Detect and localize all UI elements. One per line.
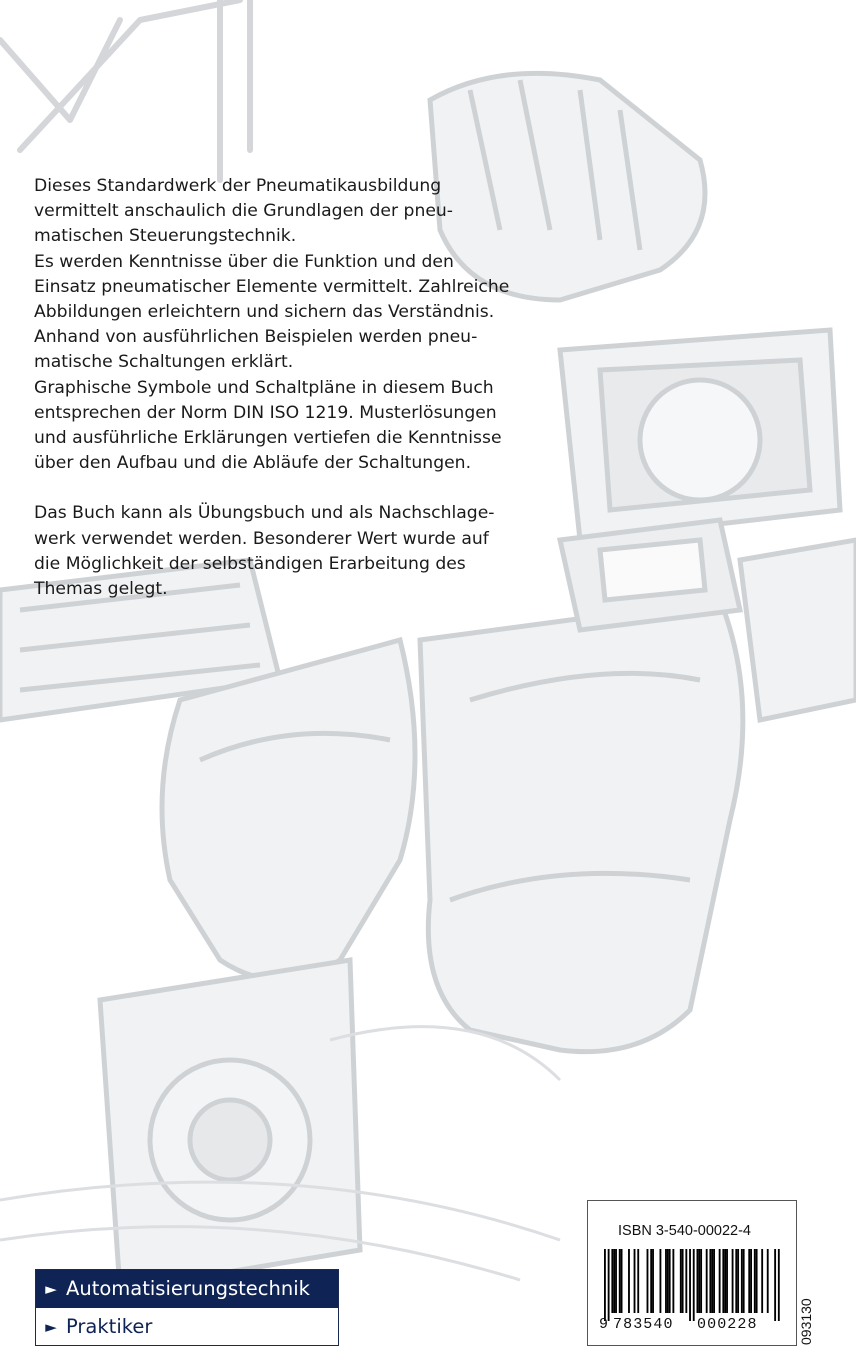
blurb-line: Einsatz pneumatischer Elemente vermittelt. Zahlreiche <box>34 276 510 297</box>
barcode-bar <box>726 1249 728 1313</box>
barcode-bar <box>737 1249 739 1313</box>
ean-leading-digit: 9 <box>599 1316 609 1331</box>
barcode-bar <box>680 1249 682 1313</box>
barcode-bar <box>756 1249 758 1313</box>
barcode-bar <box>672 1249 674 1313</box>
blurb-line: entsprechen der Norm DIN ISO 1219. Musterlösungen <box>34 402 497 423</box>
series-secondary-label: Praktiker <box>66 1315 153 1338</box>
blurb-line: Anhand von ausführlichen Beispielen werden pneu- <box>34 327 478 348</box>
barcode-bar <box>724 1249 726 1313</box>
triangle-right-icon: ► <box>45 1317 57 1336</box>
barcode-bar <box>669 1249 671 1313</box>
barcode-bar <box>700 1249 702 1313</box>
barcode-bar <box>660 1249 662 1313</box>
series-primary-label: Automatisierungstechnik <box>66 1277 310 1300</box>
barcode-bar <box>711 1249 713 1313</box>
blurb-line: Es werden Kenntnisse über die Funktion und den <box>34 251 454 272</box>
barcode-bar <box>665 1249 667 1313</box>
barcode-bar <box>652 1249 654 1313</box>
series-primary <box>36 1270 338 1307</box>
barcode-bar <box>637 1249 639 1313</box>
barcode-bar <box>682 1249 684 1313</box>
barcode-bar <box>754 1249 756 1313</box>
barcode-bar <box>735 1249 737 1313</box>
barcode-bar <box>697 1249 699 1313</box>
blurb-line: Dieses Standardwerk der Pneumatikausbildung <box>34 176 442 196</box>
blurb-line: matische Schaltungen erklärt. <box>34 352 294 373</box>
ean-right-digits: 000228 <box>697 1316 758 1331</box>
barcode-bar <box>628 1249 630 1313</box>
barcode-bar <box>722 1249 724 1313</box>
blurb-line: matischen Steuerungstechnik. <box>34 226 297 247</box>
barcode-bar <box>611 1249 613 1313</box>
back-cover-blurb <box>34 174 534 602</box>
blurb-line: Das Buch kann als Übungsbuch und als Nachschlage- <box>34 503 495 524</box>
barcode-bar <box>615 1249 617 1313</box>
barcode-bar <box>743 1249 745 1313</box>
barcode-bar <box>647 1249 649 1313</box>
barcode-bar <box>608 1249 610 1321</box>
triangle-right-icon: ► <box>45 1279 57 1298</box>
barcode-bar <box>748 1249 750 1313</box>
barcode-bar <box>685 1249 687 1313</box>
barcode-bar <box>693 1249 695 1321</box>
barcode-bar <box>634 1249 636 1313</box>
blurb-paragraph-1 <box>34 174 534 476</box>
barcode-bar <box>604 1249 606 1321</box>
barcode-bar <box>778 1249 780 1321</box>
barcode-bar <box>767 1249 769 1313</box>
series-box <box>35 1269 339 1346</box>
barcode-bar <box>650 1249 652 1313</box>
ean-barcode <box>596 1249 786 1331</box>
blurb-line: Abbildungen erleichtern und sichern das Verständnis. <box>34 302 495 323</box>
barcode-bar <box>709 1249 711 1313</box>
barcode-bar <box>689 1249 691 1321</box>
barcode-bar <box>706 1249 708 1313</box>
barcode-bar <box>774 1249 776 1321</box>
blurb-line: Themas gelegt. <box>34 579 168 600</box>
ean-left-digits: 783540 <box>613 1316 674 1331</box>
side-code: 093130 <box>798 1298 814 1345</box>
barcode-bar <box>621 1249 623 1313</box>
barcode-bar <box>698 1249 700 1313</box>
blurb-line: werk verwendet werden. Besonderer Wert wurde auf <box>34 528 489 549</box>
isbn-label: ISBN 3-540-00022-4 <box>618 1223 751 1239</box>
blurb-line: und ausführliche Erklärungen vertiefen die Kenntnisse <box>34 428 502 449</box>
barcode-bar <box>719 1249 721 1313</box>
barcode-bar <box>732 1249 734 1313</box>
blurb-line: die Möglichkeit der selbständigen Erarbeitung des <box>34 553 466 574</box>
barcode-bar <box>619 1249 621 1313</box>
barcode-bar <box>713 1249 715 1313</box>
blurb-paragraph-2 <box>34 501 534 602</box>
barcode-bar <box>613 1249 615 1313</box>
barcode-bar <box>750 1249 752 1313</box>
barcode-bar <box>741 1249 743 1313</box>
barcode-bar <box>761 1249 763 1313</box>
series-secondary <box>36 1307 338 1345</box>
barcode-bar <box>667 1249 669 1313</box>
blurb-line: Graphische Symbole und Schaltpläne in diesem Buch <box>34 377 494 398</box>
blurb-line: vermittelt anschaulich die Grundlagen der pneu- <box>34 201 454 222</box>
isbn-barcode-box <box>587 1200 797 1346</box>
blurb-line: über den Aufbau und die Abläufe der Schaltungen. <box>34 453 472 474</box>
